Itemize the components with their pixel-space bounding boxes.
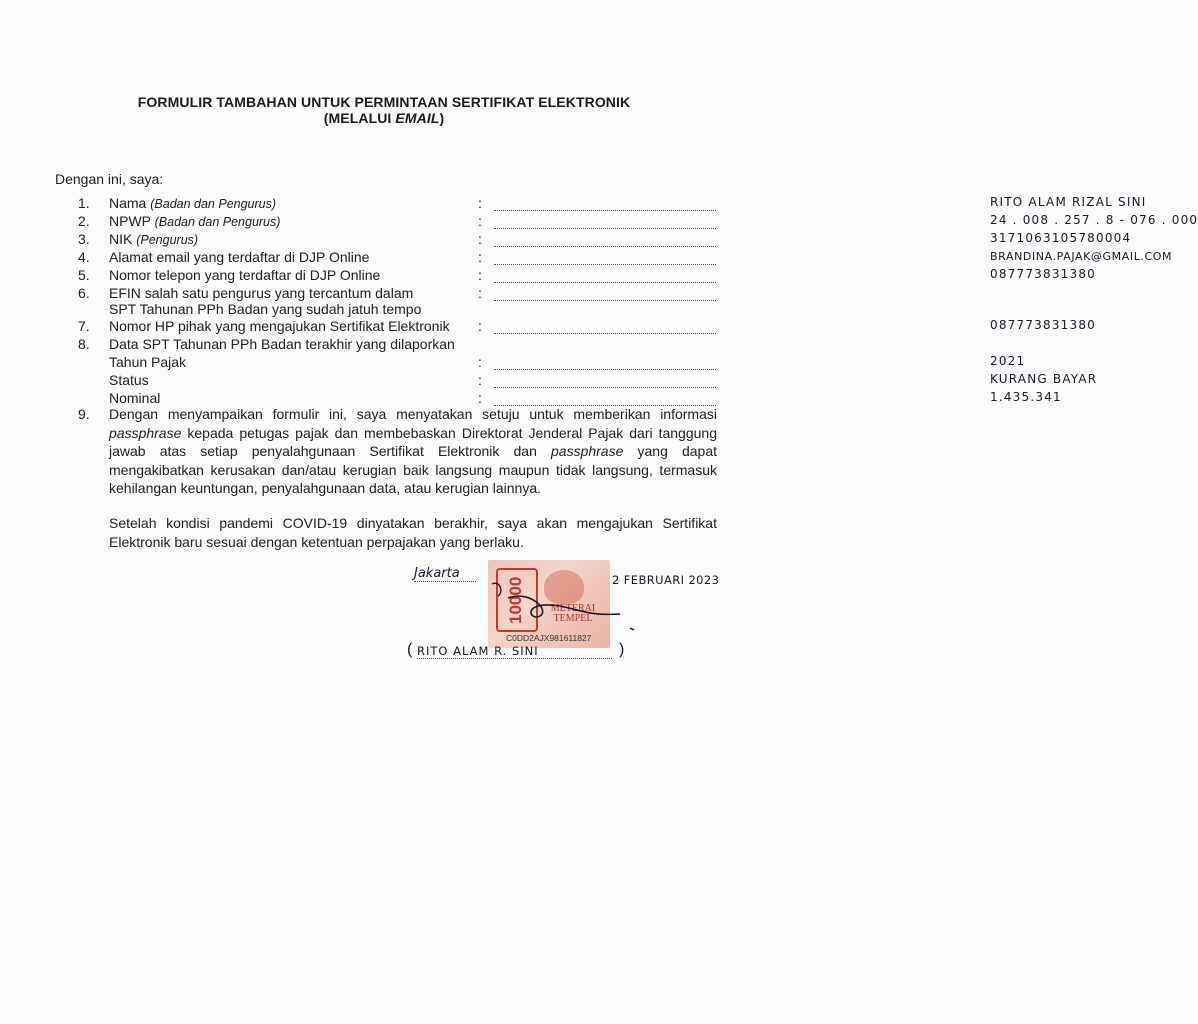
form-title: FORMULIR TAMBAHAN UNTUK PERMINTAAN SERTIFIKAT ELEKTRONIK (137, 94, 631, 110)
intro-text: Dengan ini, saya: (55, 171, 164, 187)
signature-date: 2 FEBRUARI 2023 (612, 573, 720, 587)
field-row-status: Status : KURANG BAYAR (109, 372, 1098, 388)
field-value-email[interactable]: BRANDINA.PAJAK@GMAIL.COM (494, 249, 716, 265)
field-row-tahun-pajak: Tahun Pajak : 2021 (109, 354, 1026, 370)
field-label: Tahun Pajak (109, 354, 187, 370)
field-label-cont: SPT Tahunan PPh Badan yang sudah jatuh tempo (109, 301, 422, 317)
stamp-value: 10000 (496, 568, 538, 632)
field-value-nama[interactable]: RITO ALAM RIZAL SINI (494, 195, 716, 211)
field-value-nominal[interactable]: 1.435.341 (494, 390, 716, 406)
field-label: Nominal (109, 390, 161, 406)
field-label: NPWP (Badan dan Pengurus) (109, 213, 281, 229)
signature-name: ( RITO ALAM R. SINI ) (407, 641, 626, 658)
item-9-number: 9. (78, 406, 90, 422)
field-label: Nomor HP pihak yang mengajukan Sertifikat Elektronik (109, 318, 450, 334)
stamp-label: METERAI TEMPEL (550, 603, 596, 624)
field-row-telepon: 5. Nomor telepon yang terdaftar di DJP Online : 087773831380 (78, 267, 1097, 283)
field-row-nama: 1. Nama (Badan dan Pengurus) : RITO ALAM RIZAL SINI (78, 195, 1147, 211)
field-label: Nomor telepon yang terdaftar di DJP Online (109, 267, 381, 283)
field-row-nominal: Nominal : 1.435.341 (109, 390, 1062, 406)
form-subtitle: (MELALUI EMAIL) (323, 110, 445, 126)
field-value-nomor-hp[interactable]: 087773831380 (494, 318, 716, 334)
field-label: Nama (Badan dan Pengurus) (109, 195, 277, 211)
field-row-efin: 6. EFIN salah satu pengurus yang tercantum dalam : (0, 285, 768, 303)
field-row-spt: 8. Data SPT Tahunan PPh Badan terakhir yang dilaporkan (78, 336, 455, 352)
field-value-npwp[interactable]: 24 . 008 . 257 . 8 - 076 . 000 (494, 213, 716, 229)
field-value-telepon[interactable]: 087773831380 (494, 267, 716, 283)
field-label: Alamat email yang terdaftar di DJP Online (109, 249, 370, 265)
field-label: Data SPT Tahunan PPh Badan terakhir yang dilaporkan (109, 336, 455, 352)
field-value-efin[interactable] (494, 285, 716, 301)
field-value-status[interactable]: KURANG BAYAR (494, 372, 716, 388)
closing-paragraph: Setelah kondisi pandemi COVID-19 dinyatakan berakhir, saya akan mengajukan Sertifikat Elektronik baru sesuai dengan ketentuan perpajakan yang berlaku. (109, 515, 717, 550)
field-label: EFIN salah satu pengurus yang tercantum dalam (109, 285, 414, 301)
field-row-npwp: 2. NPWP (Badan dan Pengurus) : 24 . 008 . 257 . 8 - 076 . 000 (78, 213, 1198, 229)
field-value-nik[interactable]: 3171063105780004 (494, 231, 716, 247)
field-value-tahun-pajak[interactable]: 2021 (494, 354, 716, 370)
field-row-nomor-hp: 7. Nomor HP pihak yang mengajukan Sertifikat Elektronik : 087773831380 (78, 318, 1097, 334)
field-label: Status (109, 372, 149, 388)
field-row-email: 4. Alamat email yang terdaftar di DJP Online : BRANDINA.PAJAK@GMAIL.COM (78, 249, 1173, 265)
signature-place: Jakarta (414, 566, 476, 582)
stamp-code: C0DD2AJX981611827 (506, 633, 592, 643)
field-row-nik: 3. NIK (Pengurus) : 3171063105780004 (78, 231, 1132, 247)
consent-paragraph: Dengan menyampaikan formulir ini, saya menyatakan setuju untuk memberikan informasi passphrase kepada petugas pajak dan membebaskan Direktorat Jenderal Pajak dari tanggung jawab atas setiap penyalahgunaan Sertifikat Elektronik dan passphrase yang dapat mengakibatkan kerusakan dan/atau kerugian baik langsung maupun tidak langsung, termasuk kehilangan keuntungan, penyalahgunaan data, atau kerugian lainnya. (109, 406, 717, 496)
field-row-efin-cont (0, 301, 768, 319)
field-label: NIK (Pengurus) (109, 231, 199, 247)
